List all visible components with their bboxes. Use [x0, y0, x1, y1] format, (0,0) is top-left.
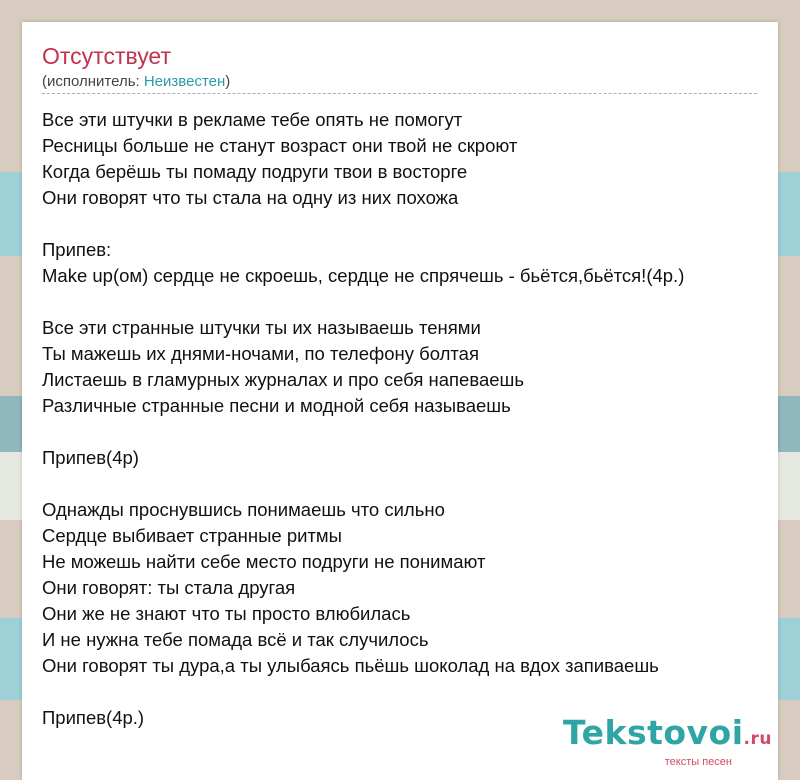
lyric-line: Они говорят что ты стала на одну из них похожа — [42, 187, 459, 208]
lyric-line: Make up(ом) сердце не скроешь, сердце не спрячешь - бьётся,бьётся!(4р.) — [42, 265, 685, 286]
lyric-line: Припев(4р) — [42, 447, 139, 468]
lyric-blank-line — [42, 289, 767, 315]
lyric-line: Они говорят: ты стала другая — [42, 577, 296, 598]
lyric-line: Припев: — [42, 239, 112, 260]
artist-prefix: (исполнитель: — [42, 73, 144, 90]
artist-suffix: ) — [225, 73, 231, 90]
logo-name: Tekstovoi — [563, 713, 744, 752]
lyrics-body — [42, 107, 767, 731]
logo-wordmark — [563, 713, 772, 756]
lyric-line: Различные странные песни и модной себя называешь — [42, 395, 511, 416]
lyric-line: И не нужна тебе помада всё и так случилось — [42, 629, 429, 650]
logo-tagline: тексты песен — [664, 756, 732, 768]
lyrics-card — [22, 22, 778, 780]
logo-tld: .ru — [743, 729, 772, 749]
lyric-line: Однажды проснувшись понимаешь что сильно — [42, 499, 445, 520]
lyric-line: Когда берёшь ты помаду подруги твои в восторге — [42, 161, 468, 182]
lyric-line: Припев(4р.) — [42, 707, 145, 728]
artist-link[interactable]: Неизвестен — [143, 73, 226, 90]
lyric-line: Листаешь в гламурных журналах и про себя напеваешь — [42, 369, 525, 390]
lyric-blank-line — [42, 211, 767, 237]
lyric-line: Все эти странные штучки ты их называешь тенями — [42, 317, 481, 338]
lyric-line: Они говорят ты дура,а ты улыбаясь пьёшь шоколад на вдох запиваешь — [42, 655, 659, 676]
lyric-line: Не можешь найти себе место подруги не понимают — [42, 551, 486, 572]
lyric-line: Все эти штучки в рекламе тебе опять не помогут — [42, 109, 463, 130]
site-logo[interactable] — [563, 713, 772, 768]
lyric-line: Ты мажешь их днями-ночами, по телефону болтая — [42, 343, 479, 364]
song-title: Отсутствует — [42, 43, 171, 69]
lyric-blank-line — [42, 419, 767, 445]
lyric-line: Сердце выбивает странные ритмы — [42, 525, 342, 546]
lyric-line: Ресницы больше не станут возраст они твой не скроют — [42, 135, 518, 156]
lyric-line: Они же не знают что ты просто влюбилась — [42, 603, 411, 624]
title-divider — [42, 93, 757, 94]
lyric-blank-line — [42, 679, 767, 705]
lyric-blank-line — [42, 471, 767, 497]
artist-line — [42, 72, 230, 92]
